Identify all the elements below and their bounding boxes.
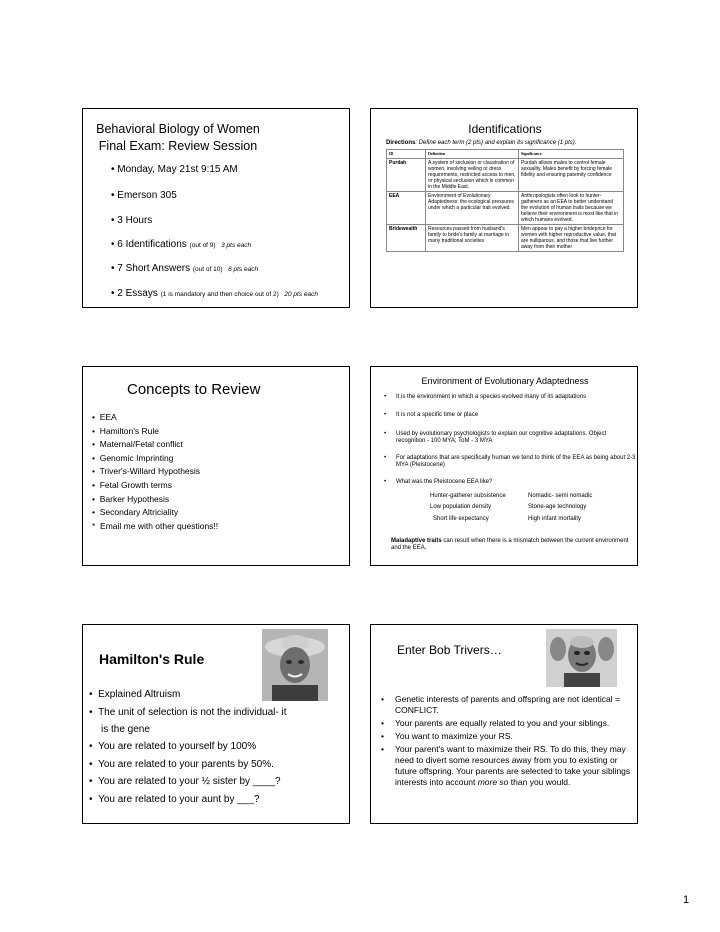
trivers-photo — [546, 629, 617, 687]
bullet: • Your parents are equally related to you and your siblings. — [381, 718, 610, 728]
bullet: • Genetic interests of parents and offspring are not identical = CONFLICT. — [381, 694, 620, 715]
bullet-duration: • 3 Hours — [111, 215, 153, 226]
slide-title: Identifications — [468, 122, 542, 136]
bullet-date: • Monday, May 21st 9:15 AM — [111, 164, 238, 175]
bullet: • You want to maximize your RS. — [381, 731, 513, 741]
table-row: EEA Environment of Evolutionary Adaptedness: the ecological pressures under which a particular trait evolved. Anthropologists often look to hunter-gatherers as an EEA to better understand the evolution of human traits because we believe their environment is most like that in which humans evolved. — [387, 192, 624, 225]
portrait-icon — [262, 629, 328, 701]
list-item: • Secondary Altriciality — [92, 507, 179, 518]
slide-exam-info — [82, 108, 350, 308]
identifications-table — [386, 149, 624, 252]
bullet: • Explained Altruism — [89, 689, 181, 700]
table-row: Bridewealth Resources passed from husband's family to bride's family at marriage in many traditional societies Men appear to pay a higher brideprice for women with higher reproductive value, that are nulliparous, and those that live further away from their mother — [387, 225, 624, 252]
bullet-essays: • 2 Essays (1 is mandatory and then choice out of 2) 20 pts each — [111, 288, 318, 299]
bullet-identifications: • 6 Identifications (out of 9) 3 pts each — [111, 239, 252, 250]
slide-trivers — [370, 624, 638, 824]
bullet-continuation: is the gene — [101, 724, 150, 735]
grid-cell: High infant mortality — [528, 516, 582, 522]
bullet-short-answers: • 7 Short Answers (out of 10) 6 pts each — [111, 263, 259, 274]
bullet: • Your parent's want to maximize their RS. To do this, they may need to divert some resources away from you to existing or future offspring. Your parents are selected to take your siblings interests into account more so than you would. — [381, 744, 631, 787]
eea-bullet: • Used by evolutionary psychologists to explain our cognitive adaptations. Object recognition - 100 MYA; ToM - 3 MYA — [384, 431, 607, 444]
list-item: • Genomic Imprinting — [92, 452, 174, 463]
slide-title: Environment of Evolutionary Adaptedness — [421, 376, 589, 386]
table-row: Purdah A system of seclusion or claustration of women, involving veiling or dress requirements, restricted access to men, or physical seclusion which is common in the Middle East. Purdah allows males to control female sexuality. Males benefit by forcing female fidelity and ensuring paternity confidence — [387, 159, 624, 192]
page-number: 1 — [683, 894, 690, 906]
slide-identifications — [370, 108, 638, 308]
list-item: • Barker Hypothesis — [92, 493, 170, 504]
directions-text: Directions: Define each term (2 pts) and explain its significance (1 pts). — [386, 140, 577, 146]
list-item: • Triver's-Willard Hypothesis — [92, 466, 201, 477]
bullet: • You are related to your parents by 50%. — [89, 759, 274, 770]
concepts-list — [92, 411, 218, 533]
list-item: • Fetal Growth terms — [92, 479, 172, 490]
grid-cell: Short life expectancy — [433, 516, 489, 522]
slide-eea — [370, 366, 638, 566]
table-header-row: ID Definition Significance — [387, 150, 624, 159]
eea-bullet: • For adaptations that are specifically human we tend to think of the EEA as being about 2-3 MYA (Pleistocene) — [384, 455, 636, 468]
bullet: • You are related to yourself by 100% — [89, 741, 257, 752]
grid-cell: Nomadic- semi nomadic — [528, 493, 593, 499]
list-item: • Maternal/Fetal conflict — [92, 439, 183, 450]
slide-concepts — [82, 366, 350, 566]
list-item: • EEA — [92, 412, 117, 422]
list-item: * Email me with other questions!! — [92, 520, 219, 531]
bullet-location: • Emerson 305 — [111, 190, 177, 201]
slide-title: Concepts to Review — [127, 381, 261, 398]
trivers-bullets — [381, 694, 631, 788]
hamilton-photo — [262, 629, 328, 701]
grid-cell: Hunter-gatherer subsistence — [430, 493, 506, 499]
grid-cell: Low population density — [430, 504, 492, 510]
slide-title: Behavioral Biology of Women Final Exam: Review Session — [96, 122, 260, 153]
eea-bullet: • It is not a specific time or place — [384, 412, 479, 418]
portrait-icon — [546, 629, 617, 687]
slide-title: Enter Bob Trivers… — [397, 643, 502, 657]
slide-hamilton — [82, 624, 350, 824]
bullet: • You are related to your ½ sister by ____? — [89, 776, 281, 787]
list-item: • Hamilton's Rule — [92, 425, 159, 436]
grid-cell: Stone-age technology — [528, 504, 587, 510]
slide-title: Hamilton's Rule — [99, 651, 205, 667]
bullet: • You are related to your aunt by ___? — [89, 794, 260, 805]
bullet: • The unit of selection is not the individual- it — [89, 707, 287, 718]
eea-bullet: • What was the Pleistocene EEA like? — [384, 479, 493, 485]
eea-bullet: • It is the environment in which a species evolved many of its adaptations — [384, 394, 587, 400]
maladaptive-note: Maladaptive traits can result when there is a mismatch between the current environment and the EEA. — [391, 538, 629, 551]
